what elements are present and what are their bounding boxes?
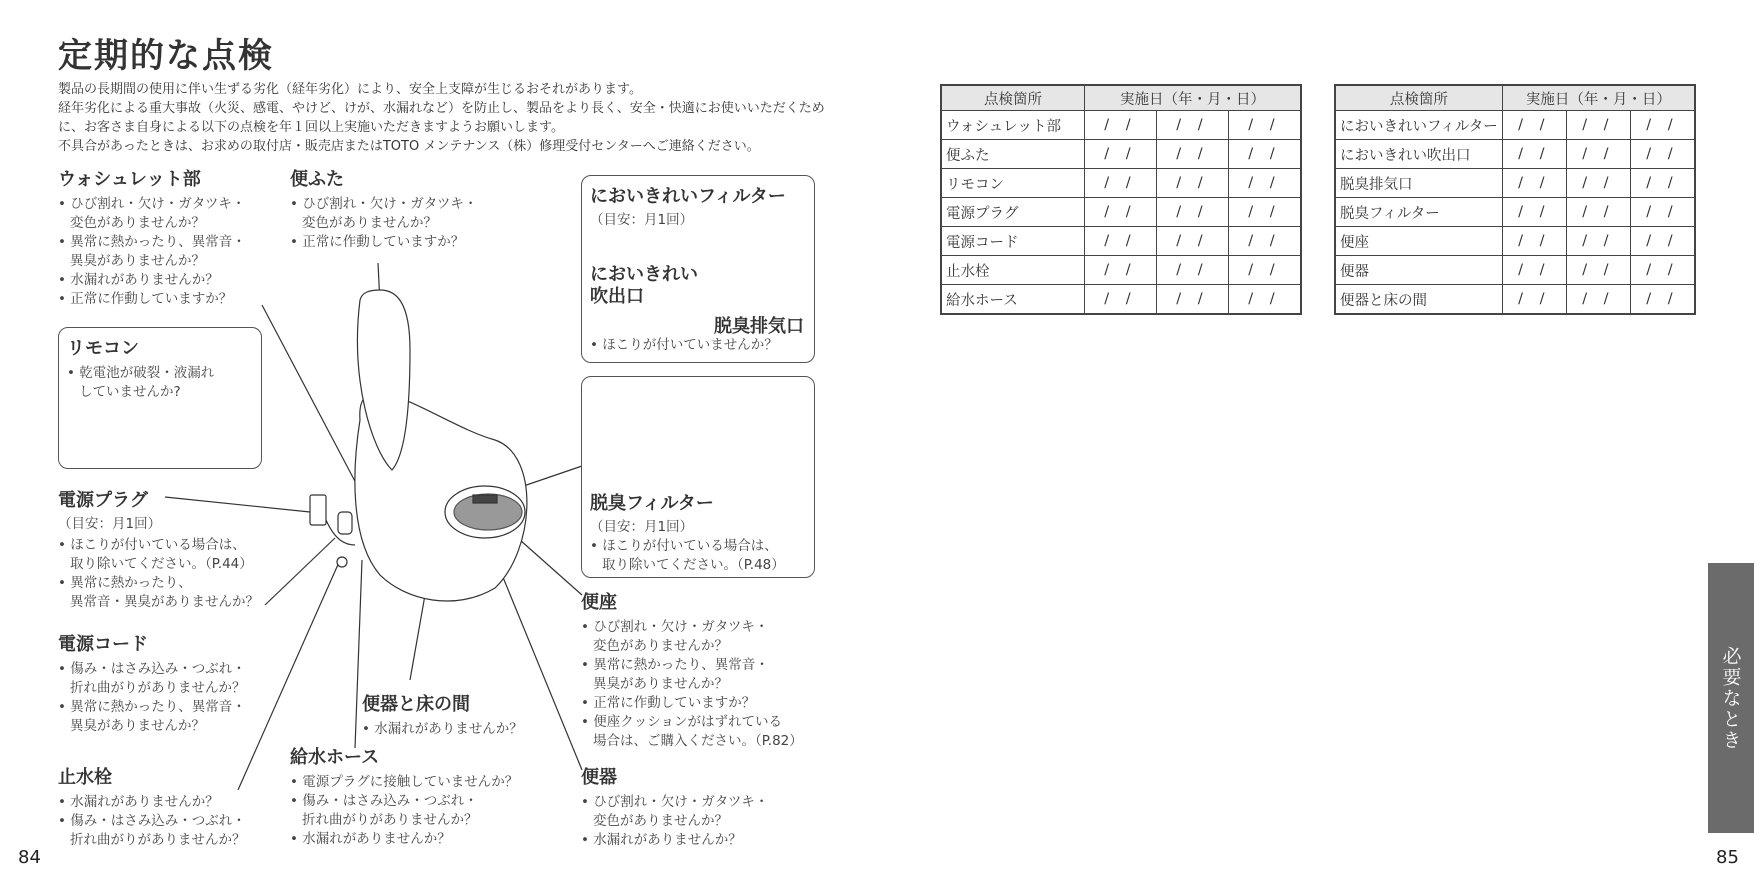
section-title: ウォシュレット部 [58,169,201,190]
check-item: • 乾電池が破裂・液漏れ [67,364,214,383]
section-sub: （目安：月1回） [590,519,694,535]
date-cell[interactable]: / / [1228,140,1301,169]
header-place: 点検箇所 [941,85,1084,111]
date-cell[interactable]: / / [1228,227,1301,256]
section-title: 給水ホース [290,747,380,768]
header-place: 点検箇所 [1335,85,1502,111]
check-item: • ほこりが付いている場合は、 [58,536,259,555]
date-cell[interactable]: / / [1084,285,1156,315]
check-item: • ほこりが付いている場合は、 [590,537,785,556]
check-item: • ひび割れ・欠け・ガタツキ・ [581,793,768,812]
date-cell[interactable]: / / [1084,227,1156,256]
check-item-cont: 異臭がありませんか？ [70,718,205,734]
check-item-cont: 変色がありませんか？ [302,215,437,231]
section-stopcock [58,763,246,850]
place-cell: 脱臭フィルター [1335,198,1502,227]
check-item-cont: 変色がありませんか？ [593,813,728,829]
place-cell: 電源プラグ [941,198,1084,227]
place-cell: 脱臭排気口 [1335,169,1502,198]
intro-line: 不具合があったときは、お求めの取付店・販売店またはTOTO メンテナンス（株）修理受付センターへご連絡ください。 [58,139,760,154]
check-item: • 電源プラグに接触していませんか？ [290,773,518,792]
section-title: リモコン [67,338,139,359]
check-item: • 水漏れがありませんか？ [58,793,246,812]
check-item-cont: 異臭がありませんか？ [70,253,205,269]
date-cell[interactable]: / / [1228,111,1301,140]
check-item: • 傷み・はさみ込み・つぶれ・ [58,660,246,679]
leader-washlet [262,305,358,487]
check-item-cont: 折れ曲がりがありませんか？ [70,832,246,848]
check-item: • 正常に作動していますか？ [581,694,803,713]
date-cell[interactable]: / / [1156,169,1228,198]
date-cell[interactable]: / / [1566,169,1630,198]
date-cell[interactable]: / / [1502,198,1566,227]
place-cell: 便器と床の間 [1335,285,1502,315]
section-title: 便器 [581,767,617,788]
deodorizer-box [581,376,815,578]
date-cell[interactable]: / / [1630,198,1695,227]
check-item-cont: 取り除いてください。（P.44） [70,556,253,572]
check-item: • 傷み・はさみ込み・つぶれ・ [290,792,518,811]
date-cell[interactable]: / / [1566,227,1630,256]
check-item-cont: 取り除いてください。（P.48） [602,557,785,573]
outlet-label: においきれい 吹出口 [590,264,698,307]
check-item: • 正常に作動していますか？ [290,233,477,252]
section-cord [58,630,246,736]
place-cell: 便器 [1335,256,1502,285]
date-cell[interactable]: / / [1502,169,1566,198]
section-title: 便ふた [290,169,344,190]
date-cell[interactable]: / / [1566,111,1630,140]
check-item: • 異常に熱かったり、異常音・ [58,233,246,252]
check-item-cont: 変色がありませんか？ [593,638,728,654]
date-cell[interactable]: / / [1566,140,1630,169]
section-title: 便座 [581,592,617,613]
date-cell[interactable]: / / [1630,169,1695,198]
check-item-cont: 異常音・異臭がありませんか？ [70,594,259,610]
check-item: • 便座クッションがはずれている [581,713,803,732]
section-floor [362,690,523,739]
check-item-cont: 場合は、ご購入ください。（P.82） [593,733,803,749]
check-item: • 水漏れがありませんか？ [581,831,768,850]
date-cell[interactable]: / / [1630,256,1695,285]
date-cell[interactable]: / / [1566,198,1630,227]
section-bowl [581,763,768,850]
date-cell[interactable]: / / [1502,227,1566,256]
check-item: • 水漏れがありませんか？ [58,271,246,290]
check-item-cont: 折れ曲がりがありませんか？ [302,812,478,828]
place-cell: 給水ホース [941,285,1084,315]
exhaust-label: 脱臭排気口 [714,316,804,337]
section-washlet [58,165,246,309]
place-cell: においきれいフィルター [1335,111,1502,140]
section-title: 電源コード [58,634,148,655]
page-number-left: 84 [18,847,41,868]
check-item: • ひび割れ・欠け・ガタツキ・ [581,618,803,637]
page-number-right: 85 [1716,847,1739,868]
check-item: • 傷み・はさみ込み・つぶれ・ [58,812,246,831]
section-seat [581,588,803,751]
date-cell[interactable]: / / [1566,285,1630,315]
date-cell[interactable]: / / [1502,256,1566,285]
section-plug [58,486,259,612]
odor-filter-box [581,175,815,363]
place-cell: リモコン [941,169,1084,198]
page-title: 定期的な点検 [58,36,274,76]
date-cell[interactable]: / / [1084,140,1156,169]
check-table-right [1334,84,1696,315]
leader-bowl [500,570,582,770]
date-cell[interactable]: / / [1502,285,1566,315]
date-cell[interactable]: / / [1156,256,1228,285]
check-item-cont: 異臭がありませんか？ [593,676,728,692]
date-cell[interactable]: / / [1228,285,1301,315]
leader-floor [410,595,425,680]
check-item: • ひび割れ・欠け・ガタツキ・ [58,195,246,214]
intro-line: 経年劣化による重大事故（火災、感電、やけど、けが、水漏れなど）を防止し、製品をより長く、安全・快適にお使いいただくため [58,101,825,116]
check-item-cont: していませんか? [79,384,181,400]
place-cell: 便ふた [941,140,1084,169]
date-cell[interactable]: / / [1084,198,1156,227]
date-cell[interactable]: / / [1228,198,1301,227]
place-cell: 電源コード [941,227,1084,256]
header-date: 実施日（年・月・日） [1084,85,1301,111]
date-cell[interactable]: / / [1084,169,1156,198]
intro-line: に、お客さま自身による以下の点検を年１回以上実施いただきますようお願いします。 [58,120,564,135]
place-cell: 便座 [1335,227,1502,256]
date-cell[interactable]: / / [1566,256,1630,285]
check-table-left [940,84,1302,315]
date-cell[interactable]: / / [1156,227,1228,256]
intro-line: 製品の長期間の使用に伴い生ずる劣化（経年劣化）により、安全上支障が生じるおそれがあります。 [58,82,642,97]
date-cell[interactable]: / / [1502,140,1566,169]
check-item: • 異常に熱かったり、異常音・ [58,698,246,717]
place-cell: 止水栓 [941,256,1084,285]
section-sub: （目安：月1回） [58,516,162,532]
header-date: 実施日（年・月・日） [1502,85,1695,111]
check-item: • ほこりが付いていませんか？ [590,336,778,355]
section-title: 電源プラグ [58,490,148,511]
date-cell[interactable]: / / [1084,256,1156,285]
section-title: 止水栓 [58,767,112,788]
check-item: • 異常に熱かったり、異常音・ [581,656,803,675]
date-cell[interactable]: / / [1156,140,1228,169]
place-cell: においきれい吹出口 [1335,140,1502,169]
section-title: 便器と床の間 [362,694,470,715]
place-cell: ウォシュレット部 [941,111,1084,140]
section-lid [290,165,477,252]
section-hose [290,743,518,849]
date-cell[interactable]: / / [1084,111,1156,140]
check-item: • 正常に作動していますか？ [58,290,246,309]
check-item: • 異常に熱かったり、 [58,574,259,593]
date-cell[interactable]: / / [1156,198,1228,227]
leader-seat [520,540,582,595]
side-tab[interactable] [1708,563,1754,833]
date-cell[interactable]: / / [1630,140,1695,169]
date-cell[interactable]: / / [1156,111,1228,140]
date-cell[interactable]: / / [1630,285,1695,315]
check-item-cont: 折れ曲がりがありませんか？ [70,680,246,696]
section-title: においきれいフィルター [590,186,786,207]
check-item: • 水漏れがありませんか？ [290,830,518,849]
leader-hose [355,560,362,748]
check-item: • 水漏れがありませんか？ [362,720,523,739]
date-cell[interactable]: / / [1228,169,1301,198]
check-item: • ひび割れ・欠け・ガタツキ・ [290,195,477,214]
section-title: 脱臭フィルター [590,493,714,514]
date-cell[interactable]: / / [1630,227,1695,256]
side-tab-label: 必要なとき [1719,645,1742,751]
date-cell[interactable]: / / [1156,285,1228,315]
remote-box [58,327,262,469]
date-cell[interactable]: / / [1502,111,1566,140]
check-item-cont: 変色がありませんか？ [70,215,205,231]
date-cell[interactable]: / / [1630,111,1695,140]
section-sub: （目安：月1回） [590,212,694,228]
date-cell[interactable]: / / [1228,256,1301,285]
